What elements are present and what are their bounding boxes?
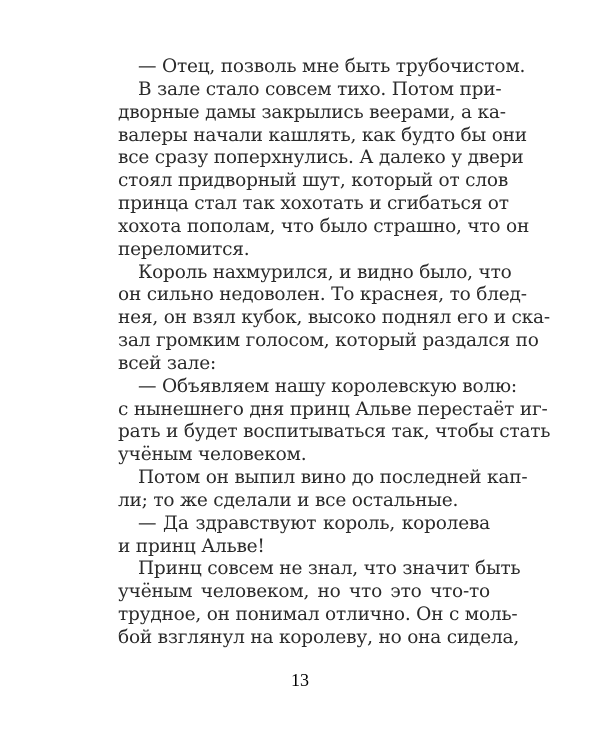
text-line: бой взглянул на королеву, но она сидела, — [118, 627, 520, 648]
text-line: учёным человеком. — [118, 444, 307, 466]
text-line: — Да здравствуют король, королева — [138, 512, 490, 534]
text-line: учёным человеком, но что это что-то — [118, 581, 490, 603]
text-line: Принц совсем не знал, что значит быть — [138, 558, 521, 580]
text-line: хохота пополам, что было страшно, что он — [118, 215, 530, 237]
text-line: Король нахмурился, и видно было, что — [138, 261, 512, 283]
text-line: — Отец, позволь мне быть трубочистом. — [138, 56, 526, 77]
text-line: — Объявляем нашу королевскую волю: — [138, 375, 517, 397]
text-line: дворные дамы закрылись веерами, а ка- — [118, 101, 506, 123]
text-line: стоял придворный шут, который от слов — [118, 170, 509, 192]
text-line: валеры начали кашлять, как будто бы они — [118, 124, 527, 146]
text-line: трудное, он понимал отлично. Он с моль- — [118, 604, 518, 626]
text-line: зал громким голосом, который раздался по — [118, 330, 539, 352]
text-line: Потом он выпил вино до последней кап- — [138, 467, 528, 489]
text-line: он сильно недоволен. То краснея, то блед- — [118, 284, 527, 306]
text-line: нея, он взял кубок, высоко поднял его и ска- — [118, 307, 550, 329]
text-line: В зале стало совсем тихо. Потом при- — [138, 78, 502, 100]
text-line: всей зале: — [118, 352, 216, 374]
text-line: и принц Альве! — [118, 535, 265, 557]
page-number: 13 — [291, 670, 309, 690]
text-line: переломится. — [118, 238, 250, 260]
text-line: рать и будет воспитываться так, чтобы стать — [118, 421, 551, 443]
text-line: ли; то же сделали и все остальные. — [118, 489, 459, 511]
text-line: все сразу поперхнулись. А далеко у двери — [118, 147, 524, 169]
text-line: с нынешнего дня принц Альве перестаёт иг- — [118, 398, 548, 420]
text-line: принца стал так хохотать и сгибаться от — [118, 193, 509, 215]
